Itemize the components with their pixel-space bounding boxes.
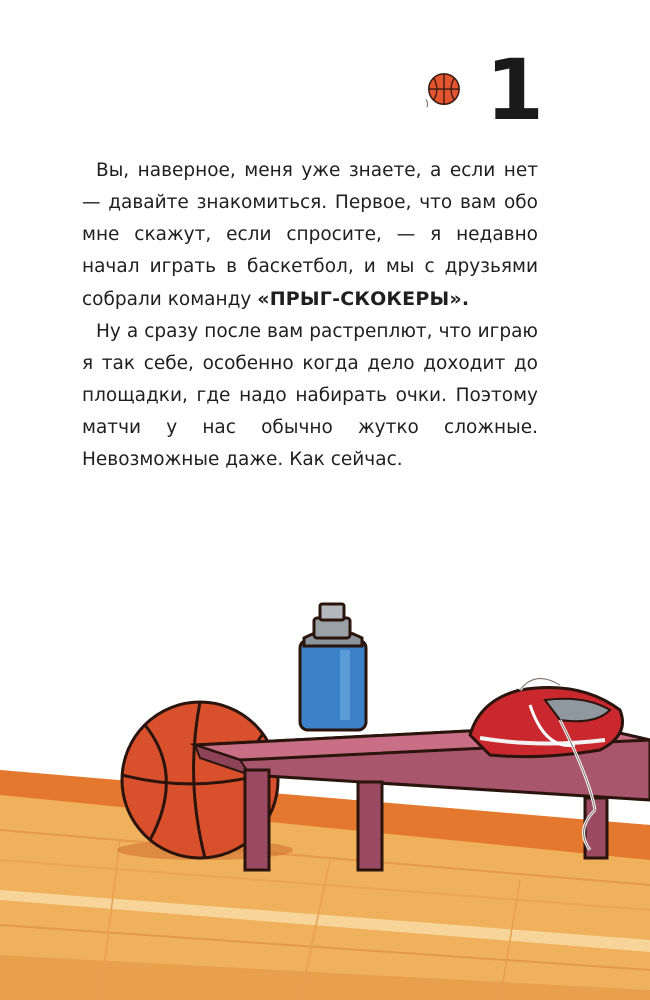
team-name: «ПРЫГ-СКОКЕРЫ». (257, 288, 470, 310)
paragraph-2: Ну а сразу после вам растреплют, что играю я так себе, особенно когда дело доходит до площадки, где надо набирать очки. Поэтому матчи у нас обычно жутко сложные. Невозможные даже. Как сейчас. (82, 321, 538, 470)
paragraph-1 (82, 155, 538, 316)
chapter-header (424, 41, 540, 139)
paragraph-1-text: Вы, наверное, меня уже знаете, а если нет — давайте знакомиться. Первое, что вам обо мне скажут, если спросите, — я недавно начал играть в баскетбол, и мы с друзьями собрали команду (82, 160, 538, 310)
locker-illustration (0, 560, 650, 1000)
court-floor (0, 770, 650, 1000)
body-text (82, 155, 538, 476)
chapter-number: 1 (485, 41, 540, 139)
water-bottle (300, 604, 366, 730)
basketball-icon (424, 71, 462, 109)
